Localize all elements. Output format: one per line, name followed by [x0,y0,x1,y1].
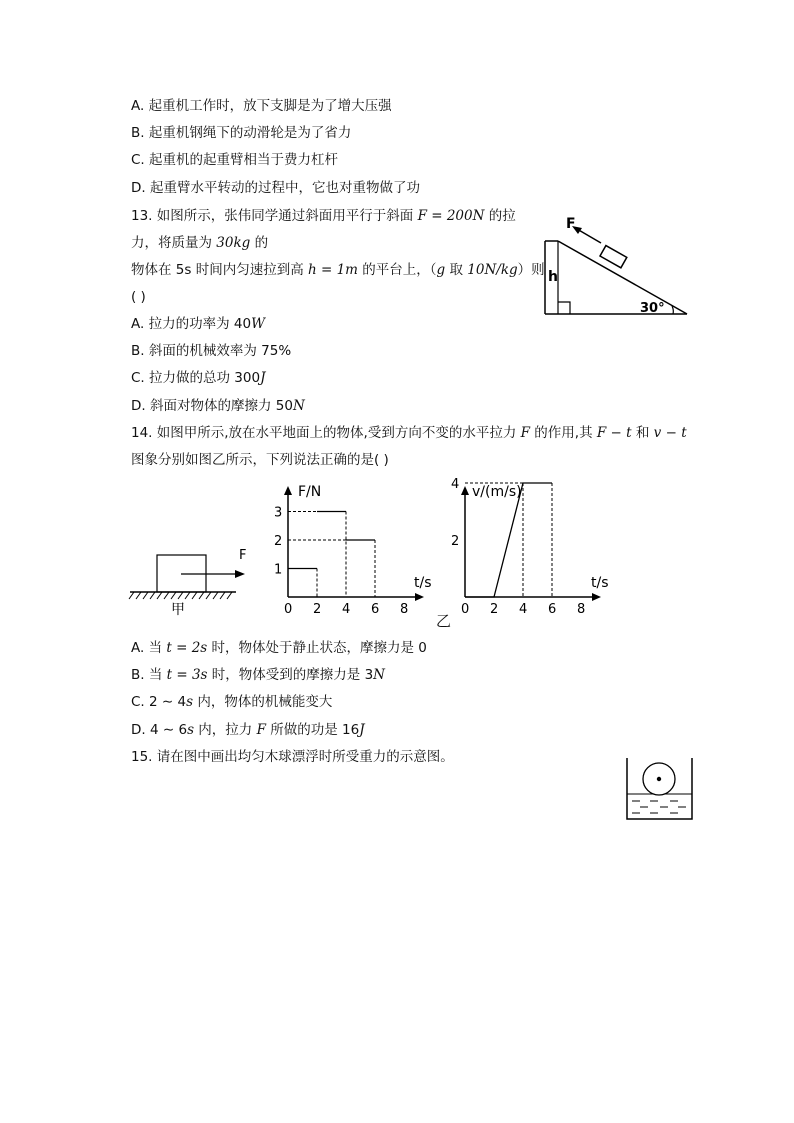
x-tick-label: 0 [284,602,293,617]
q13-option-a [131,315,265,333]
force-time-chart [268,478,436,623]
q13-text: 的 [250,235,269,251]
q13-unit: N [292,398,305,414]
q14-math: s [186,694,194,710]
q13-option-d [131,397,305,415]
q14-text: 和 [631,425,654,441]
x-tick-label: 0 [461,602,470,617]
q14-text: C. 2 ∼ 4 [131,694,187,710]
q13-math: 30kg [216,235,251,251]
q13-answer-bracket: ( ) [131,289,146,305]
q13-math: g [436,262,446,278]
q13-math: 10N/kg [467,262,518,278]
q14-option-b [131,666,385,684]
data-line [465,483,552,597]
height-label: h [548,269,558,285]
q14-math: t = 2s [166,640,208,656]
q13-text: D. 斜面对物体的摩擦力 50 [131,398,293,414]
q14-math: F − t [596,425,632,441]
q13-text: 13. 如图所示，张伟同学通过斜面用平行于斜面 [131,208,418,224]
q13-text: C. 拉力做的总功 300 [131,370,261,386]
q12-option-d: D. 起重臂水平转动的过程中，它也对重物做了功 [131,180,420,196]
q15-stem: 15. 请在图中画出均匀木球漂浮时所受重力的示意图。 [131,749,454,765]
q13-text: 的平台上，（ [357,262,437,278]
q13-text: 的拉 [484,208,516,224]
y-axis-label: v/(m/s) [472,484,522,500]
y-axis-label: F/N [298,484,322,500]
q14-math: v − t [653,425,687,441]
x-axis-arrow [592,593,601,601]
x-tick-label: 4 [342,602,351,617]
q12-option-a: A. 起重机工作时，放下支脚是为了增大压强 [131,98,392,114]
q13-option-c [131,369,266,387]
q14-math: t = 3s [166,667,208,683]
incline-diagram [540,212,692,320]
x-axis-arrow [415,593,424,601]
y-tick-label: 2 [274,534,283,549]
q14-option-a [131,639,427,657]
y-axis-arrow [284,486,292,495]
q13-math: h = 1m [308,262,358,278]
q14-text: 时，物体受到的摩擦力是 3 [207,667,374,683]
q13-math: F = 200N [417,208,485,224]
force-label: F [239,548,247,563]
q13-stem-line2 [131,234,268,252]
q13-option-b: B. 斜面的机械效率为 75% [131,343,292,359]
q14-unit: N [373,667,385,683]
y-tick-label: 3 [274,505,283,521]
x-tick-label: 4 [519,602,528,617]
q14-stem-line2: 图象分别如图乙所示，下列说法正确的是( ) [131,452,389,468]
block-on-ground-diagram [128,545,247,618]
x-tick-label: 2 [313,602,322,617]
figure-label-jia: 甲 [171,602,185,618]
angle-label: 30° [640,301,665,316]
q13-stem-line3 [131,261,545,279]
figure-label-yi: 乙 [436,612,452,630]
x-tick-label: 6 [548,602,557,617]
q14-text: 所做的功是 16 [265,722,360,738]
q14-option-d [131,721,365,739]
q14-math: F [520,425,531,441]
y-tick-label: 1 [274,562,283,578]
center-dot [657,777,661,781]
q14-option-c [131,693,332,711]
q13-text: 取 [445,262,468,278]
q14-text: 内，拉力 [194,722,257,738]
q13-text: 力，将质量为 [131,235,217,251]
q14-text: A. 当 [131,640,167,656]
q14-stem-line1 [131,424,687,442]
y-tick-label: 4 [451,477,460,492]
q14-text: D. 4 ∼ 6 [131,722,188,738]
q12-option-b: B. 起重机钢绳下的动滑轮是为了省力 [131,125,352,141]
x-axis-label: t/s [414,575,432,591]
q13-text: ）则 [517,262,545,278]
floating-ball-diagram [622,756,696,822]
x-tick-label: 6 [371,602,380,617]
y-tick-label: 2 [451,534,460,549]
q13-text: A. 拉力的功率为 40 [131,316,252,332]
q13-unit: J [260,370,266,386]
q13-unit: W [251,316,265,332]
q14-text: 的作用,其 [530,425,597,441]
q14-math: s [187,722,194,738]
q12-option-c: C. 起重机的起重臂相当于费力杠杆 [131,152,339,168]
q14-text: 内，物体的机械能变大 [193,694,333,710]
q14-unit: J [359,722,365,738]
x-tick-label: 8 [400,602,409,617]
q14-text: 时，物体处于静止状态，摩擦力是 0 [207,640,427,656]
force-label: F [566,216,576,232]
q13-stem-line1 [131,207,516,225]
x-axis-label: t/s [591,575,609,591]
y-axis-arrow [461,486,469,495]
x-tick-label: 2 [490,602,499,617]
q14-text: 14. 如图甲所示,放在水平地面上的物体,受到方向不变的水平拉力 [131,425,521,441]
q14-text: B. 当 [131,667,167,683]
x-tick-label: 8 [577,602,586,617]
q14-math: F [256,722,266,738]
velocity-time-chart [445,478,617,623]
q13-text: 物体在 5s 时间内匀速拉到高 [131,262,308,278]
